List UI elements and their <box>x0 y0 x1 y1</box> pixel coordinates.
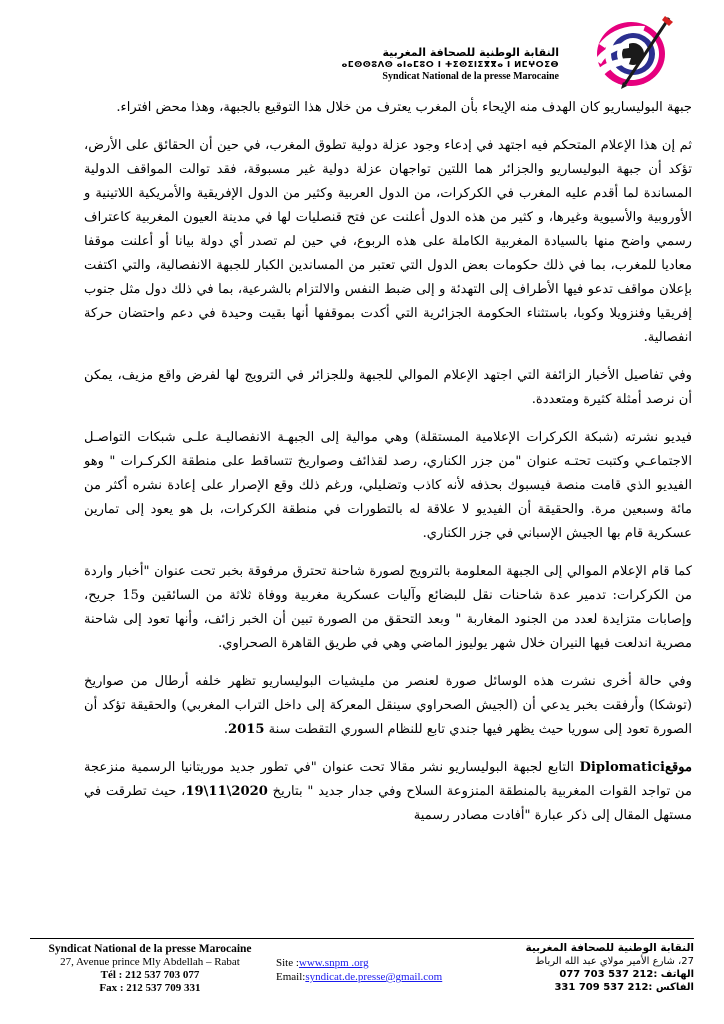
footer-fax-arabic <box>464 981 694 994</box>
footer-email-row <box>276 970 466 984</box>
site-label: Site : <box>276 957 299 969</box>
paragraph-text: وفي حالة أخرى نشرت هذه الوسائل صورة لعنصر من مليشيات البوليساريو تظهر خلفه أرطال من صواريخ (توشكا) وأرفقت بخبر يدعي أن (الجيش الصحراوي سينقل المعركة إلى داخل التراب المغربي) والحقيقة تؤكد أن الصورة تعود إلى سوريا حيث يظهر فيها جندي تابع للنظام السوري التقطت سنة <box>84 674 692 737</box>
paragraph <box>84 756 692 828</box>
fax-value: 212 537 709 331 <box>554 982 649 993</box>
email-label: Email: <box>276 971 306 983</box>
footer-org-name: Syndicat National de la presse Marocaine <box>48 943 252 955</box>
paragraph: وفي تفاصيل الأخبار الزائفة التي اجتهد الإعلام الموالي للجبهة وللجزائر في الترويج لها لفرض واقع مزيف، يمكن أن نرصد أمثلة كثيرة ومتعددة. <box>84 368 692 407</box>
footer-phone-arabic <box>464 968 694 981</box>
footer-contact-french <box>30 942 270 995</box>
org-name-tifinagh: ⴰⵎⵙⵙⵓⴷⵙ ⴰⵏⴰⵎⵓⵔ ⵏ ⵜⵉⵙⵉⵏⵉⴳⴳⴰ ⵏ ⵍⵎⵖⵔⵉⴱ <box>341 60 559 70</box>
footer-org-name-arabic: النقابة الوطنية للصحافة المغربية <box>525 942 694 954</box>
footer <box>30 942 694 1022</box>
site-brand-name: Diplomatici <box>579 760 665 775</box>
paragraph: كما قام الإعلام الموالي إلى الجبهة المعلومة بالترويج لصورة شاحنة تحترق مرفوقة بخبر تحت عنوان "أخبار واردة من الكركرات: تدمير عدة شاحنات نقل للبضائع وآليات عسكرية مغربية ووفاة ثلاثة من السائقين و15 جريح، وإصابات متزايدة لعدد من الجنود المغاربة " وبعد التحقق من الصورة تبين أن الخبر زائف، وأنها تعود إلى شاحنة مصرية اندلعت فيها النيران خلال شهر يوليوز الماضي وهي في طريق القاهرة الصحراوي. <box>84 564 692 651</box>
footer-site-row <box>276 956 466 970</box>
snpm-logo-icon <box>585 14 677 90</box>
letterhead-text <box>259 46 559 83</box>
footer-address-arabic: 27، شارع الأمير مولاي عبد الله الرباط <box>535 956 694 967</box>
footer-web-contact <box>276 956 466 984</box>
paragraph: جبهة البوليساريو كان الهدف منه الإيحاء بأن المغرب يعترف من خلال هذا التوقيع بالجبهة، وهذا محض افتراء. <box>116 100 692 115</box>
footer-address: 27, Avenue prince Mly Abdellah – Rabat <box>60 956 240 968</box>
paragraph <box>84 670 692 742</box>
footer-divider <box>30 938 694 939</box>
year-value: 2015 <box>228 722 265 737</box>
footer-contact-arabic <box>464 942 694 994</box>
paragraph-text: . <box>223 722 229 737</box>
date-value: 2020\11\19 <box>185 784 268 799</box>
paragraph-text: التابع لجبهة البوليساريو نشر مقالا تحت عنوان "في تطور جديد موريتانيا الرسمية منزعجة من تواجد القوات المغربية بالمنطقة المنزوعة السلاح وفي جدار جديد " بتاريخ <box>84 760 692 799</box>
site-link[interactable]: www.snpm .org <box>298 957 369 969</box>
paragraph: فيديو نشرته (شبكة الكركرات الإعلامية المستقلة) وهي موالية إلى الجبهـة الانفصاليـة علـى شبكات التواصـل الاجتماعـي وكتبت تحتـه عنوان "من جزر الكناري، رصد لقذائف وصواريخ تتساقط على منطقة الكركـرات " وهو الفيديو الذي قامت منصة فيسبوك بحذفه لأنه كاذب وتضليلي، ورغم ذلك وقع الإصرار على إعادة نشره أكثر من مائة وسبعين مرة. والحقيقة أن الفيديو لا علاقة له بالتطورات في منطقة الكركرات، بل هو يعود إلى تمارين عسكرية قام بها الجيش الإسباني في جزر الكناري. <box>84 430 692 541</box>
email-link[interactable]: syndicat.de.presse@gmail.com <box>305 971 443 983</box>
paragraph-lead: موقع <box>664 760 692 775</box>
footer-fax: Fax : 212 537 709 331 <box>99 982 201 994</box>
org-name-arabic: النقابة الوطنية للصحافة المغربية <box>382 46 559 59</box>
paragraph: ثم إن هذا الإعلام المتحكم فيه اجتهد في إدعاء وجود عزلة دولية تطوق المغرب، في حين أن الحقائق على الأرض، تؤكد أن جبهة البوليساريو والجزائر هما اللتين تواجهان عزلة دولية غير مسبوقة، فقد توالت المواقف الدولية المساندة لما أقدم عليه المغرب في الكركرات، من الدول العربية وكثير من الدول الإفريقية والأمريكية اللاتينية و الأوروبية والأسيوية وغيرها، و كثير من هذه الدول أعلنت عن فتح قنصليات لها في مدينة العيون المغربية كاعتراف رسمي واضح منها بالسيادة المغربية الكاملة على هذه الربوع، في حين لم تصدر أي دولة بيانا أو أعلنت موقفا معاديا للمغرب، بما في ذلك حكومات بعض الدول التي تعتبر من المساندين الكبار للجبهة الانفصالية، والتي اكتفت بإعلان مواقف تدعو فيها الأطراف إلى التهدئة و إلى ضبط النفس والالتزام بالشرعية، بما في ذلك دول مثل جنوب إفريقيا وفنزويلا وكوبا، باستثناء الحكومة الجزائرية التي أكدت بموقفها أنها بقيت وحيدة في دعم واحتضان حركة انفصالية. <box>84 138 692 345</box>
fax-label: الفاكس : <box>648 982 694 993</box>
paragraph-text: ، حيث تطرقت في مستهل المقال إلى ذكر عبارة "أفادت مصادر رسمية <box>84 784 692 823</box>
phone-label: الهاتف : <box>653 969 694 980</box>
document-body <box>84 96 692 842</box>
phone-value: 212 537 703 077 <box>559 969 654 980</box>
org-name-french: Syndicat National de la presse Marocaine <box>382 71 559 82</box>
footer-phone: Tél : 212 537 703 077 <box>100 969 200 981</box>
letterhead <box>0 0 724 92</box>
